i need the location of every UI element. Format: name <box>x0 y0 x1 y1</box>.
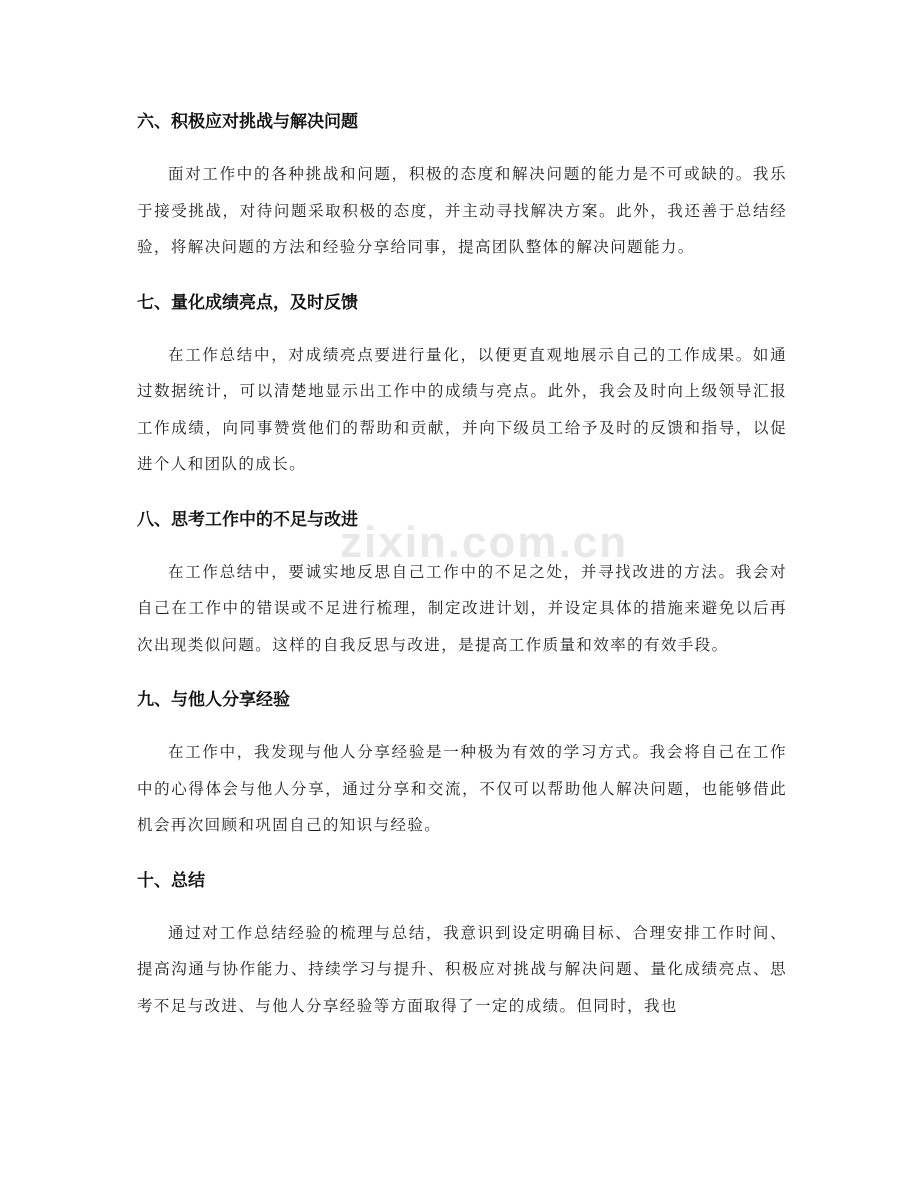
section-heading: 九、与他人分享经验 <box>137 690 290 710</box>
section-paragraph: 在工作中，我发现与他人分享经验是一种极为有效的学习方式。我会将自己在工作中的心得体会与他人分享，通过分享和交流，不仅可以帮助他人解决问题，也能够借此机会再次回顾和巩固自己的知识与经验。 <box>137 743 787 834</box>
section-heading: 八、思考工作中的不足与改进 <box>137 509 358 530</box>
section-8 <box>137 501 787 664</box>
section-10 <box>137 862 787 1025</box>
section-paragraph: 通过对工作总结经验的梳理与总结，我意识到设定明确目标、合理安排工作时间、提高沟通与协作能力、持续学习与提升、积极应对挑战与解决问题、量化成绩亮点、思考不足与改进、与他人分享经验等方面取得了一定的成绩。但同时，我也 <box>137 923 787 1015</box>
section-6 <box>137 103 787 266</box>
section-heading: 六、积极应对挑战与解决问题 <box>137 112 358 132</box>
section-heading: 十、总结 <box>137 870 205 891</box>
section-paragraph: 在工作总结中，要诚实地反思自己工作中的不足之处，并寻找改进的方法。我会对自己在工作中的错误或不足进行梳理，制定改进计划，并设定具体的措施来避免以后再次出现类似问题。这样的自我反思与改进，是提高工作质量和效率的有效手段。 <box>137 562 787 654</box>
watermark: zixin.com.cn <box>340 518 629 567</box>
section-heading: 七、量化成绩亮点，及时反馈 <box>137 292 358 313</box>
section-paragraph: 面对工作中的各种挑战和问题，积极的态度和解决问题的能力是不可或缺的。我乐于接受挑战，对待问题采取积极的态度，并主动寻找解决方案。此外，我还善于总结经验，将解决问题的方法和经验分享给同事，提高团队整体的解决问题能力。 <box>137 165 787 256</box>
document-content <box>137 103 787 1042</box>
section-paragraph: 在工作总结中，对成绩亮点要进行量化，以便更直观地展示自己的工作成果。如通过数据统计，可以清楚地显示出工作中的成绩与亮点。此外，我会及时向上级领导汇报工作成绩，向同事赞赏他们的帮助和贡献，并向下级员工给予及时的反馈和指导，以促进个人和团队的成长。 <box>137 345 787 473</box>
section-9 <box>137 681 787 844</box>
section-7 <box>137 284 787 483</box>
